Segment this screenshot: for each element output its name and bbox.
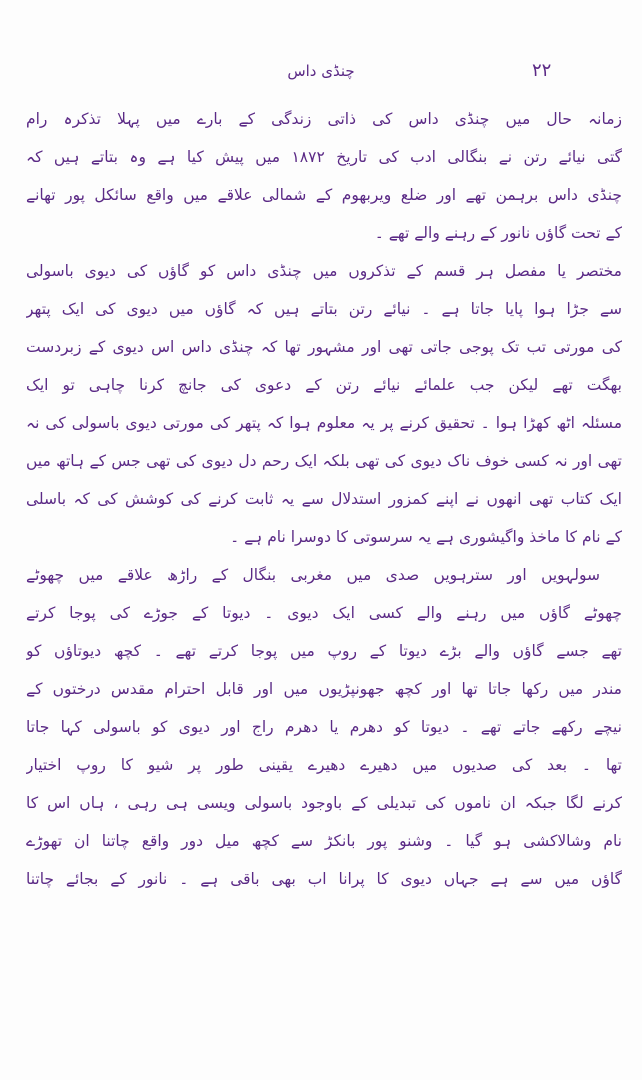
text-line: کے تحت گاؤں نانور کے رہنے والے تھے ۔ xyxy=(374,224,622,242)
text-line: نیچے رکھے جاتے تھے ۔ دیوتا کو دھرم یا دھرم راج اور دیوی کو باسولی کہا جاتا xyxy=(26,718,622,736)
text-line: تھی اور نہ کسی خوف ناک دیوی کی تھی بلکہ ایک رحم دل دیوی کی تھی جس کے ہاتھ میں xyxy=(26,452,622,470)
text-line: ایک کتاب تھی انھوں نے اپنے کمزور استدلال سے یہ ثابت کرنے کی کوشش کی کہ باسلی xyxy=(26,490,622,508)
text-line: کی مورتی تب تک پوجی جاتی تھی اور مشہور تھا کہ چنڈی داس اس دیوی کے زبردست xyxy=(26,338,622,356)
text-line: نام وشالاکشی ہو گیا ۔ وشنو پور بانکڑ سے کچھ میل دور واقع چاتنا ان تھوڑے xyxy=(26,832,622,850)
page-number: ۲۲ xyxy=(532,60,552,81)
text-line: گتی نیائے رتن نے بنگالی ادب کی تاریخ ۱۸۷۲ میں پیش کیا ہے وہ بتاتے ہیں کہ xyxy=(26,148,622,166)
text-line: کرنے لگا جبکہ ان ناموں کی تبدیلی کے باوجود باسولی ویسی ہی رہی ، ہاں اس کا xyxy=(26,794,622,812)
text-line: تھے جسے گاؤں والے بڑے دیوتا کے روپ میں پوجا کرتے تھے ۔ کچھ دیوتاؤں کو xyxy=(26,642,622,660)
paragraph xyxy=(26,100,622,252)
text-line: چنڈی داس برہمن تھے اور ضلع ویربھوم کے شمالی علاقے میں واقع سائکل پور تھانے xyxy=(26,186,622,204)
paragraph xyxy=(26,556,622,898)
paragraph xyxy=(26,252,622,556)
text-line: تھا ۔ بعد کی صدیوں میں دھیرے دھیرے یقینی طور پر شیو کا روپ اختیار xyxy=(26,756,622,774)
running-title: چنڈی داس xyxy=(287,62,355,80)
text-line: گاؤں میں سے ہے جہاں دیوی کا پرانا اب بھی باقی ہے ۔ نانور کے بجائے چاتنا xyxy=(26,870,622,888)
body-text xyxy=(26,100,622,898)
text-line: زمانہ حال میں چنڈی داس کی ذاتی زندگی کے بارے میں پہلا تذکرہ رام xyxy=(26,110,622,128)
text-line: سے جڑا ہوا پایا جاتا ہے ۔ نیائے رتن بتاتے ہیں کہ گاؤں میں دیوی کی ایک پتھر xyxy=(26,300,622,318)
text-line: سولہویں اور سترہویں صدی میں مغربی بنگال کے راڑھ علاقے میں چھوٹے xyxy=(26,566,600,584)
text-line: مسئلہ اٹھ کھڑا ہوا ۔ تحقیق کرنے پر یہ معلوم ہوا کہ پتھر کی مورتی دیوی باسولی کی نہ xyxy=(26,414,622,432)
text-line: مختصر یا مفصل ہر قسم کے تذکروں میں چنڈی داس کو گاؤں کی دیوی باسولی xyxy=(26,262,622,280)
page-header xyxy=(0,60,642,96)
text-line: مندر میں رکھا جاتا تھا اور کچھ جھونپڑیوں میں اور قابل احترام مقدس درختوں کے xyxy=(26,680,622,698)
text-line: چھوٹے گاؤں میں رہنے والے کسی ایک دیوی ۔ دیوتا کے جوڑے کی پوجا کرتے xyxy=(26,604,622,622)
text-line: بھگت تھے لیکن جب علمائے نیائے رتن کے دعوی کی جانچ کرنا چاہی تو ایک xyxy=(26,376,622,394)
text-line: کے نام کا ماخذ واگیشوری ہے یہ سرسوتی کا دوسرا نام ہے ۔ xyxy=(230,528,622,546)
